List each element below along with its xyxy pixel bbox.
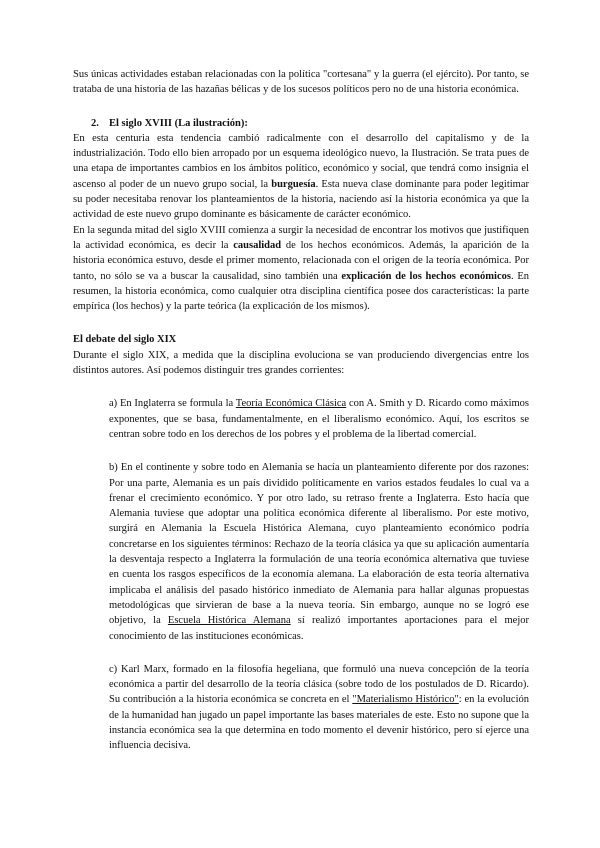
text-run: a) En Inglaterra se formula la <box>109 398 236 410</box>
bold-term-causalidad: causalidad <box>233 239 282 251</box>
paragraph-enlightenment <box>73 131 529 223</box>
text-run: . En resumen, la historia económica, como cualquier otra disciplina científica posee dos características: la parte empírica (los hechos) y la parte teórica (la explicación de los mismos). <box>73 270 529 313</box>
bold-term-burguesia: burguesía <box>271 178 316 190</box>
section-heading-19th-century-debate: El debate del siglo XIX <box>73 334 177 346</box>
bold-term-explicacion: explicación de los hechos económicos <box>341 270 511 282</box>
text-run: En esta centuria esta tendencia cambió radicalmente con el desarrollo del capitalismo y de la industrialización. Todo ello bien arropado por un esquema ideológico nuevo, la Ilustración. Se trata pues de una etapa de importantes cambios en los ámbitos político, económico y social, que tendrá como insignia el ascenso al poder de un nuevo grupo social, la <box>73 132 529 190</box>
list-item-c <box>109 662 529 754</box>
paragraph-causality <box>73 223 529 315</box>
section-number: 2. <box>91 117 99 129</box>
section-title: El siglo XVIII (La ilustración): <box>109 117 248 129</box>
intro-paragraph: Sus únicas actividades estaban relacionadas con la política "cortesana" y la guerra (el ejército). Por tanto, se trataba de una historia de las hazañas bélicas y de los sucesos políticos pero no de una historia económica. <box>73 69 529 96</box>
text-run: c) Karl Marx, formado en la filosofía hegeliana, que formuló una nueva concepción de la teoría económica a partir del desarrollo de la teoría clásica (sobre todo de los postulados de D. Ricardo). Su contribución a la historia económica se concreta en el <box>109 663 529 706</box>
paragraph-19th-century-intro: Durante el siglo XIX, a medida que la disciplina evoluciona se van produciendo divergencias entre los distintos autores. Así podemos distinguir tres grandes corrientes: <box>73 349 529 377</box>
section-heading-18th-century <box>73 116 529 131</box>
list-item-a <box>109 396 529 442</box>
text-run: . Esta nueva clase dominante para poder legitimar su poder necesitaba renovar los planteamientos de la historia, naciendo así la historia económica ya que la actividad de este nuevo grupo dominante es básicamente de carácter económico. <box>73 178 529 221</box>
text-run: con A. Smith y D. Ricardo como máximos exponentes, que se basa, fundamentalmente, en el liberalismo económico. Aquí, los escritos se centran sobre todo en los derechos de los pobres y el problema de la libertad comercial. <box>109 398 529 440</box>
text-run: de los hechos económicos. Además, la aparición de la historia económica estuvo, desde el primer momento, relacionada con el origen de la teoría económica. Por tanto, no sólo se va a buscar la causalidad, sino también una <box>73 239 529 282</box>
underlined-term-escuela-historica: Escuela Histórica Alemana <box>167 615 291 627</box>
list-item-b <box>109 460 529 644</box>
text-run: sí realizó importantes aportaciones para el mejor conocimiento de las instituciones económicas. <box>109 615 529 642</box>
text-run: En la segunda mitad del siglo XVIII comienza a surgir la necesidad de encontrar los motivos que justifiquen la actividad económica, es decir la <box>73 224 529 251</box>
underlined-term-materialismo: "Materialismo Histórico" <box>352 694 459 706</box>
underlined-term-teoria-clasica: Teoría Económica Clásica <box>235 398 347 410</box>
text-run: : en la evolución de la humanidad han jugado un papel importante las bases materiales de este. Esto no supone que la instancia económica sea la que determina en todo momento el devenir histórico, pero sí ejerce una influencia decisiva. <box>109 694 529 752</box>
text-run: b) En el continente y sobre todo en Alemania se hacía un planteamiento diferente por dos razones: Por una parte, Alemania es un país dividido políticamente en varios estados feudales lo cual va a frenar el crecimiento económico. Y por otro lado, su retraso frente a Inglaterra. Esto hacía que Alemania tuviese que adoptar una política económica diferente al liberalismo. Por este motivo, surgirá en Alemania la Escuela Histórica Alemana, cuyo planteamiento económico podría concretarse en los siguientes términos: Rechazo de la teoría clásica ya que su aplicación aumentaría la desventaja respecto a Inglaterra la formulación de una teoría económica alternativa que tuviese en cuenta los rasgos específicos de la economía alemana. La elaboración de esta teoría alternativa implicaba el análisis del pasado histórico inmediato de Alemania para hallar algunas propuestas metodológicas que sirvieran de base a la nueva teoría. Sin embargo, aunque no se logró ese objetivo, la <box>109 462 529 627</box>
